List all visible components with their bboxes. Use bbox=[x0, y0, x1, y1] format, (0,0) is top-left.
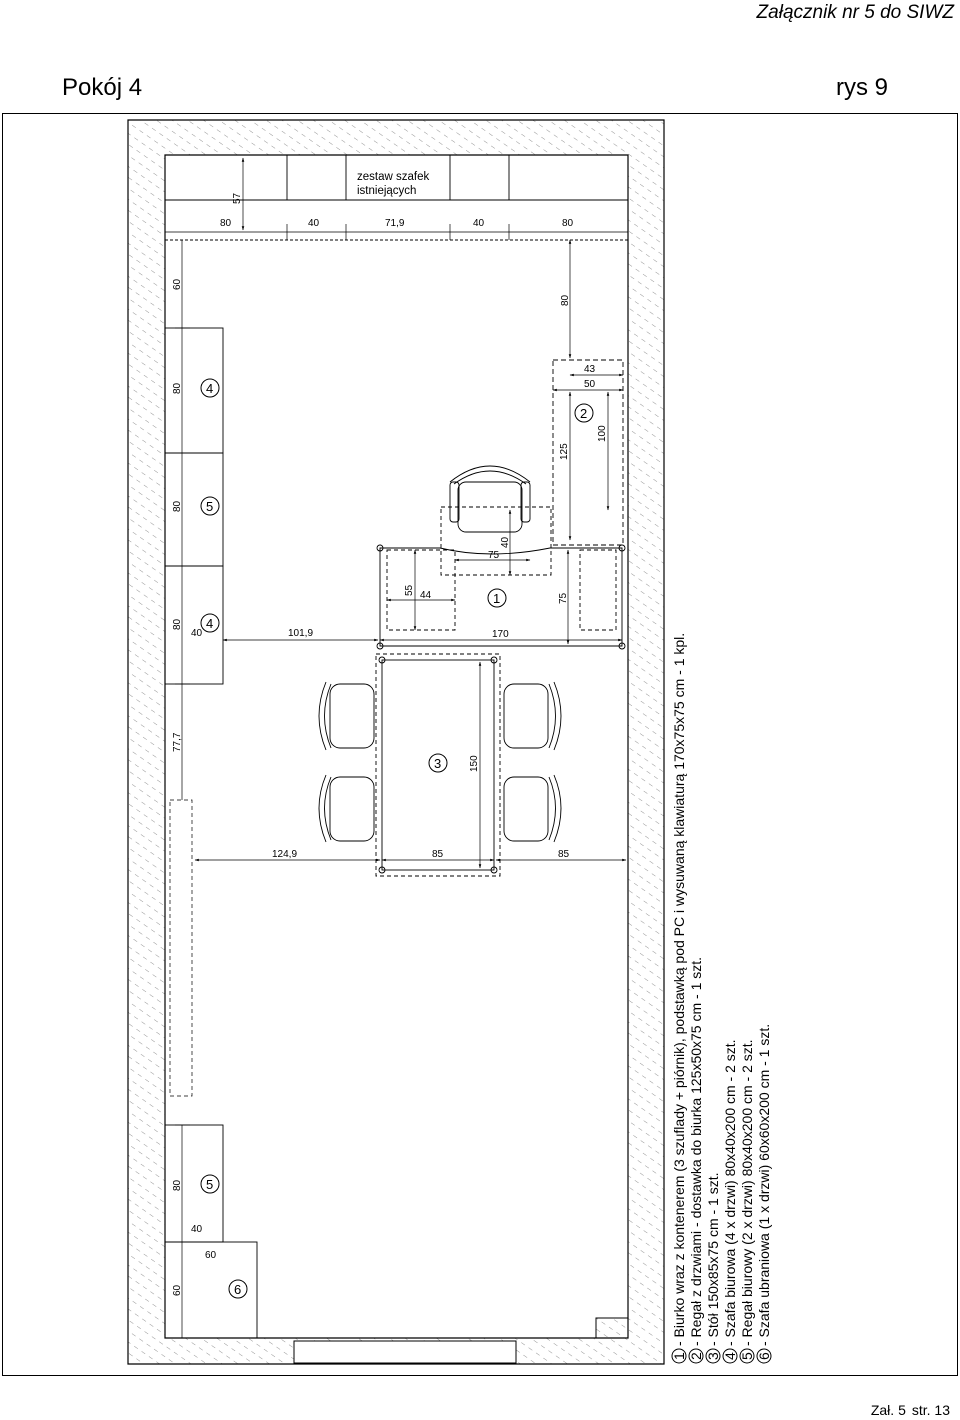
dim-w-40b: 40 bbox=[191, 1224, 203, 1235]
svg-text:- Stół 150x85x75 cm - 1 szt.: - Stół 150x85x75 cm - 1 szt. bbox=[705, 1172, 721, 1346]
dim-left-60a: 60 bbox=[172, 278, 183, 290]
page-footer bbox=[871, 1402, 950, 1418]
svg-text:6: 6 bbox=[234, 1282, 242, 1297]
dim-w-1249: 124,9 bbox=[272, 849, 298, 860]
dim-desk-170: 170 bbox=[492, 629, 509, 640]
marker-5b bbox=[201, 1175, 219, 1193]
marker-1 bbox=[488, 589, 506, 607]
dim-right-80: 80 bbox=[560, 294, 571, 306]
svg-text:6: 6 bbox=[756, 1352, 772, 1360]
legend-item-4 bbox=[722, 1039, 738, 1363]
marker-5a bbox=[201, 497, 219, 515]
dim-cont-44: 44 bbox=[420, 590, 432, 601]
svg-text:3: 3 bbox=[705, 1352, 721, 1360]
dim-w-60: 60 bbox=[205, 1250, 217, 1261]
dim-t-85b: 85 bbox=[558, 849, 570, 860]
svg-text:- Szafa biurowa (4 x drzwi) 80: - Szafa biurowa (4 x drzwi) 80x40x200 cm - 2 szt. bbox=[722, 1039, 738, 1346]
pillar-bottom-right bbox=[596, 1318, 628, 1338]
cabinet-note-line2: istniejących bbox=[357, 185, 417, 197]
dim-left-80d: 80 bbox=[172, 1179, 183, 1191]
svg-text:5: 5 bbox=[206, 1177, 214, 1192]
legend-item-5 bbox=[739, 1039, 755, 1363]
marker-6 bbox=[229, 1280, 247, 1298]
dim-left-80a: 80 bbox=[172, 382, 183, 394]
dim-desk-75: 75 bbox=[558, 592, 569, 604]
svg-text:- Biurko wraz z kontenerem (3: - Biurko wraz z kontenerem (3 szuflady + piórnik), podstawką pod PC i wysuwaną klawiaturą 170x75x75 cm - 1 kpl. bbox=[671, 632, 687, 1346]
figure-number: rys 9 bbox=[836, 74, 889, 101]
dim-shelf-50: 50 bbox=[584, 379, 596, 390]
svg-text:4: 4 bbox=[722, 1352, 738, 1360]
svg-text:2: 2 bbox=[580, 406, 588, 421]
marker-3 bbox=[429, 754, 447, 772]
dim-left-80b: 80 bbox=[172, 500, 183, 512]
svg-text:- Szafa ubraniowa (1 x drzwi): - Szafa ubraniowa (1 x drzwi) 60x60x200 cm - 1 szt. bbox=[756, 1023, 772, 1346]
dim-shelf-125: 125 bbox=[559, 443, 570, 460]
dim-t-85a: 85 bbox=[432, 849, 444, 860]
cabinet-note-line1: zestaw szafek bbox=[357, 171, 430, 183]
svg-text:- Regał biurowy (2 x drzwi) 80: - Regał biurowy (2 x drzwi) 80x40x200 cm - 2 szt. bbox=[739, 1039, 755, 1346]
dim-w-40a: 40 bbox=[191, 628, 203, 639]
dim-chair-75: 75 bbox=[488, 550, 500, 561]
svg-text:3: 3 bbox=[434, 756, 442, 771]
svg-text:2: 2 bbox=[688, 1352, 704, 1360]
dim-top-3: 71,9 bbox=[385, 218, 405, 229]
window-bottom bbox=[294, 1341, 516, 1363]
legend-item-6 bbox=[756, 1024, 772, 1363]
dim-top-height: 57 bbox=[232, 192, 243, 204]
dim-left-60b: 60 bbox=[172, 1284, 183, 1296]
dim-w-1019: 101,9 bbox=[288, 628, 314, 639]
svg-text:5: 5 bbox=[206, 499, 214, 514]
footer-annex: Zał. 5 bbox=[870, 1402, 906, 1418]
svg-text:5: 5 bbox=[739, 1352, 755, 1360]
dim-top-1: 80 bbox=[220, 218, 232, 229]
svg-text:- Regał z drzwiami - dostawka: - Regał z drzwiami - dostawka do biurka 125x50x75 cm - 1 szt. bbox=[688, 956, 704, 1346]
marker-4a bbox=[201, 379, 219, 397]
dim-cont-55: 55 bbox=[404, 584, 415, 596]
svg-text:1: 1 bbox=[493, 591, 501, 606]
legend-item-2 bbox=[688, 957, 704, 1363]
chair-dims bbox=[455, 510, 530, 575]
radiator-left bbox=[170, 800, 192, 1096]
dim-top-5: 80 bbox=[562, 218, 574, 229]
legend-item-1 bbox=[671, 633, 687, 1363]
dim-top-2: 40 bbox=[308, 218, 320, 229]
bottom-left-cabinets bbox=[165, 1125, 257, 1338]
svg-text:4: 4 bbox=[206, 616, 214, 631]
svg-text:4: 4 bbox=[206, 381, 214, 396]
room-title: Pokój 4 bbox=[62, 74, 143, 101]
dim-left-80c: 80 bbox=[172, 618, 183, 630]
footer-page: str. 13 bbox=[911, 1402, 950, 1418]
dim-shelf-100: 100 bbox=[597, 425, 608, 442]
dim-table-150: 150 bbox=[469, 755, 480, 772]
svg-text:1: 1 bbox=[671, 1352, 687, 1360]
table-dims bbox=[195, 662, 626, 868]
dim-left-777: 77,7 bbox=[172, 732, 183, 752]
left-dim-chain bbox=[175, 240, 190, 1338]
dim-chair-40: 40 bbox=[500, 536, 511, 548]
shelf-dims bbox=[553, 240, 623, 540]
dim-top-4: 40 bbox=[473, 218, 485, 229]
annex-header: Załącznik nr 5 do SIWZ bbox=[756, 2, 954, 23]
legend bbox=[671, 633, 772, 1363]
marker-2 bbox=[575, 404, 593, 422]
dim-shelf-43: 43 bbox=[584, 364, 596, 375]
legend-item-3 bbox=[705, 1172, 721, 1363]
marker-4b bbox=[201, 614, 219, 632]
